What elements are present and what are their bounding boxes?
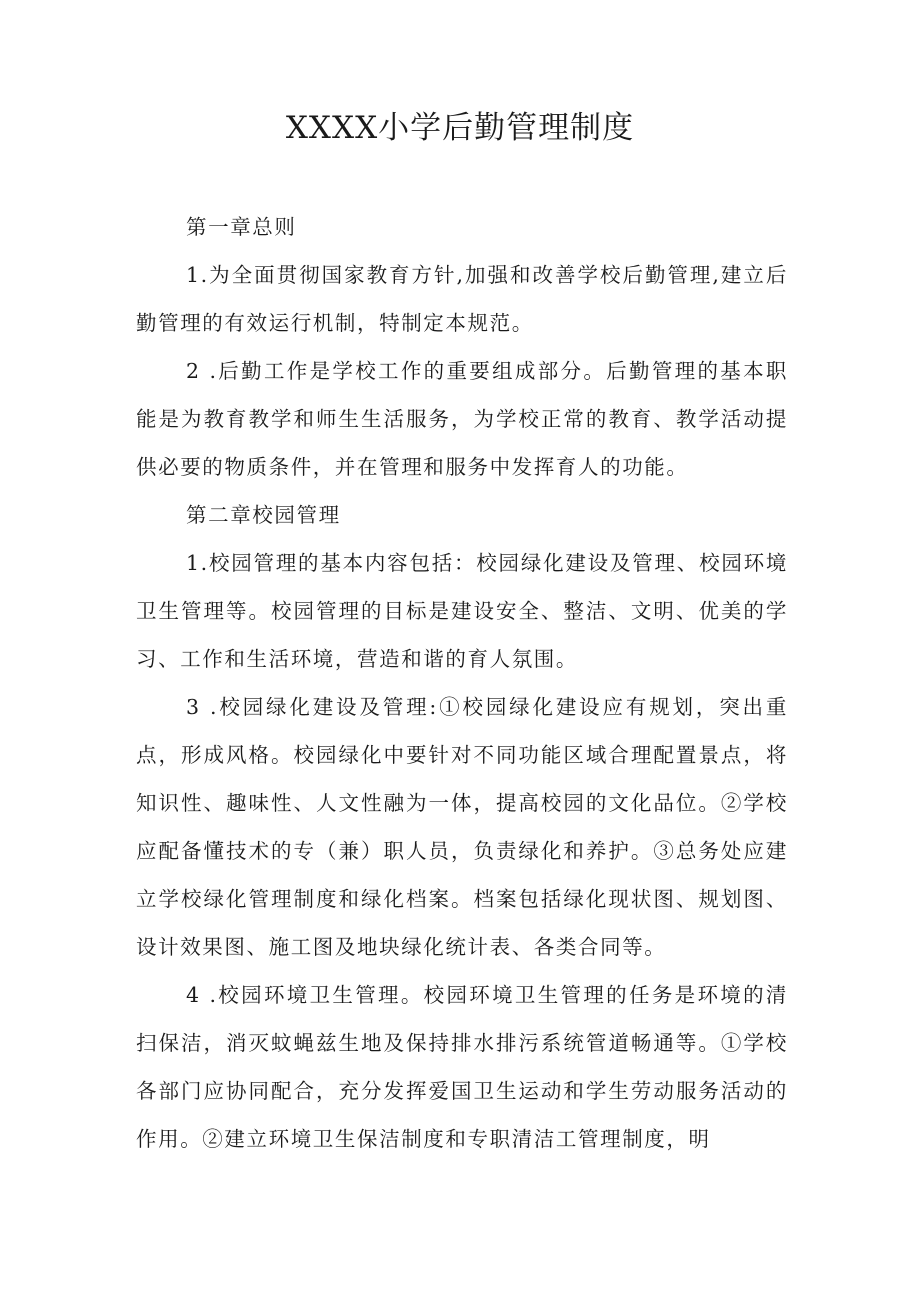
chapter-2-paragraph-3: 4 .校园环境卫生管理。校园环境卫生管理的任务是环境的清扫保洁，消灭蚊蝇兹生地及保持排水排污系统管道畅通等。①学校各部门应协同配合，充分发挥爱国卫生运动和学生劳动服务活动的作用。②建立环境卫生保洁制度和专职清洁工管理制度，明 (136, 983, 788, 1151)
chapter-2-paragraph-1: 1.校园管理的基本内容包括：校园绿化建设及管理、校园环境卫生管理等。校园管理的目标是建设安全、整洁、文明、优美的学习、工作和生活环境，营造和谐的育人氛围。 (136, 551, 788, 671)
chapter-1-paragraph-2: 2 .后勤工作是学校工作的重要组成部分。后勤管理的基本职能是为教育教学和师生生活服务，为学校正常的教育、教学活动提供必要的物质条件，并在管理和服务中发挥育人的功能。 (136, 359, 788, 479)
document-body (136, 203, 788, 1163)
chapter-1-heading: 第一章总则 (186, 215, 297, 239)
document-title: XXXX小学后勤管理制度 (285, 110, 635, 146)
chapter-1-paragraph-1: 1.为全面贯彻国家教育方针,加强和改善学校后勤管理,建立后勤管理的有效运行机制，特制定本规范。 (136, 263, 788, 335)
chapter-2-heading: 第二章校园管理 (186, 503, 341, 527)
chapter-2-paragraph-2: 3 .校园绿化建设及管理:①校园绿化建设应有规划，突出重点，形成风格。校园绿化中要针对不同功能区域合理配置景点，将知识性、趣味性、人文性融为一体，提高校园的文化品位。②学校应配备懂技术的专（兼）职人员，负责绿化和养护。③总务处应建立学校绿化管理制度和绿化档案。档案包括绿化现状图、规划图、设计效果图、施工图及地块绿化统计表、各类合同等。 (136, 695, 788, 959)
